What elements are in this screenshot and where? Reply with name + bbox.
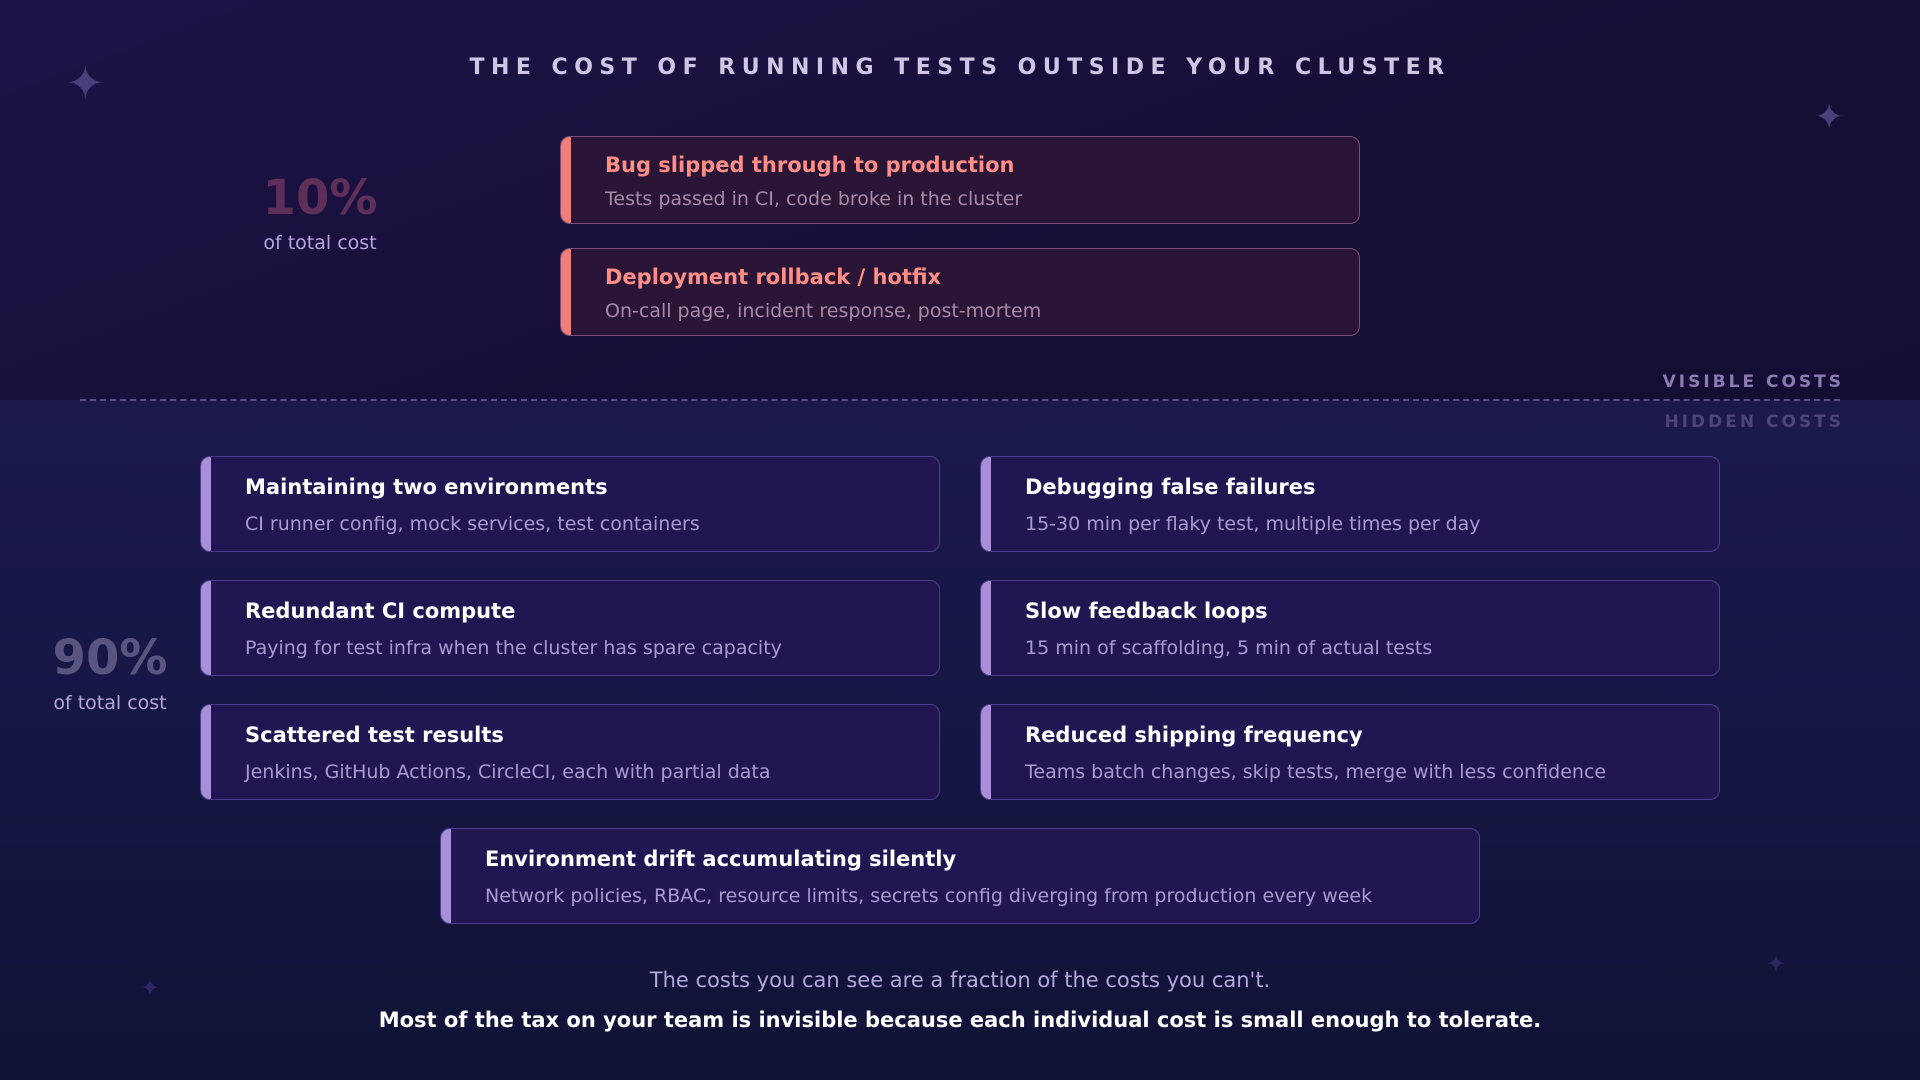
hidden-cost-card xyxy=(200,456,940,552)
card-title: Debugging false failures xyxy=(1025,475,1316,499)
card-title: Redundant CI compute xyxy=(245,599,516,623)
card-accent-bar xyxy=(201,581,211,675)
sparkle-icon: ✦ xyxy=(1766,950,1787,978)
hidden-cost-card xyxy=(200,580,940,676)
card-accent-bar xyxy=(561,137,571,223)
hidden-cost-card xyxy=(980,456,1720,552)
footer-line-1: The costs you can see are a fraction of the costs you can't. xyxy=(649,968,1271,992)
card-accent-bar xyxy=(981,457,991,551)
visible-percent-label: of total cost xyxy=(263,232,377,254)
card-subtitle: On-call page, incident response, post-mortem xyxy=(605,300,1042,322)
card-accent-bar xyxy=(981,705,991,799)
card-subtitle: Paying for test infra when the cluster has spare capacity xyxy=(245,637,782,659)
card-subtitle: 15-30 min per flaky test, multiple times per day xyxy=(1025,513,1481,535)
hidden-percent: 90% xyxy=(52,630,168,686)
sparkle-icon: ✦ xyxy=(1814,97,1845,138)
card-accent-bar xyxy=(201,457,211,551)
section-divider xyxy=(80,399,1840,401)
footer-line-2: Most of the tax on your team is invisible because each individual cost is small enough to tolerate. xyxy=(378,1008,1542,1032)
card-subtitle: CI runner config, mock services, test containers xyxy=(245,513,700,535)
card-accent-bar xyxy=(201,705,211,799)
hidden-cost-card xyxy=(980,704,1720,800)
card-accent-bar xyxy=(441,829,451,923)
visible-percent-block xyxy=(220,170,420,254)
page-title: THE COST OF RUNNING TESTS OUTSIDE YOUR CLUSTER xyxy=(469,55,1451,80)
card-accent-bar xyxy=(981,581,991,675)
hidden-costs-label: HIDDEN COSTS xyxy=(1664,412,1844,432)
card-accent-bar xyxy=(561,249,571,335)
card-title: Environment drift accumulating silently xyxy=(485,847,957,871)
card-subtitle: Network policies, RBAC, resource limits, secrets config diverging from production every week xyxy=(485,885,1373,907)
hidden-percent-label: of total cost xyxy=(53,692,167,714)
card-title: Scattered test results xyxy=(245,723,504,747)
hidden-cost-card xyxy=(200,704,940,800)
card-title: Slow feedback loops xyxy=(1025,599,1268,623)
card-title: Reduced shipping frequency xyxy=(1025,723,1363,747)
hidden-percent-block xyxy=(10,630,210,714)
visible-cost-card xyxy=(560,136,1360,224)
visible-percent: 10% xyxy=(262,170,378,226)
card-subtitle: 15 min of scaffolding, 5 min of actual tests xyxy=(1025,637,1433,659)
card-subtitle: Teams batch changes, skip tests, merge with less confidence xyxy=(1025,761,1607,783)
sparkle-icon: ✦ xyxy=(140,974,161,1002)
card-subtitle: Jenkins, GitHub Actions, CircleCI, each with partial data xyxy=(245,761,771,783)
card-subtitle: Tests passed in CI, code broke in the cluster xyxy=(605,188,1023,210)
card-title: Deployment rollback / hotfix xyxy=(605,265,942,289)
visible-cost-card xyxy=(560,248,1360,336)
hidden-cost-card xyxy=(440,828,1480,924)
visible-costs-label: VISIBLE COSTS xyxy=(1662,372,1844,392)
sparkle-icon: ✦ xyxy=(66,56,105,110)
card-title: Bug slipped through to production xyxy=(605,153,1015,177)
card-title: Maintaining two environments xyxy=(245,475,608,499)
hidden-cost-card xyxy=(980,580,1720,676)
